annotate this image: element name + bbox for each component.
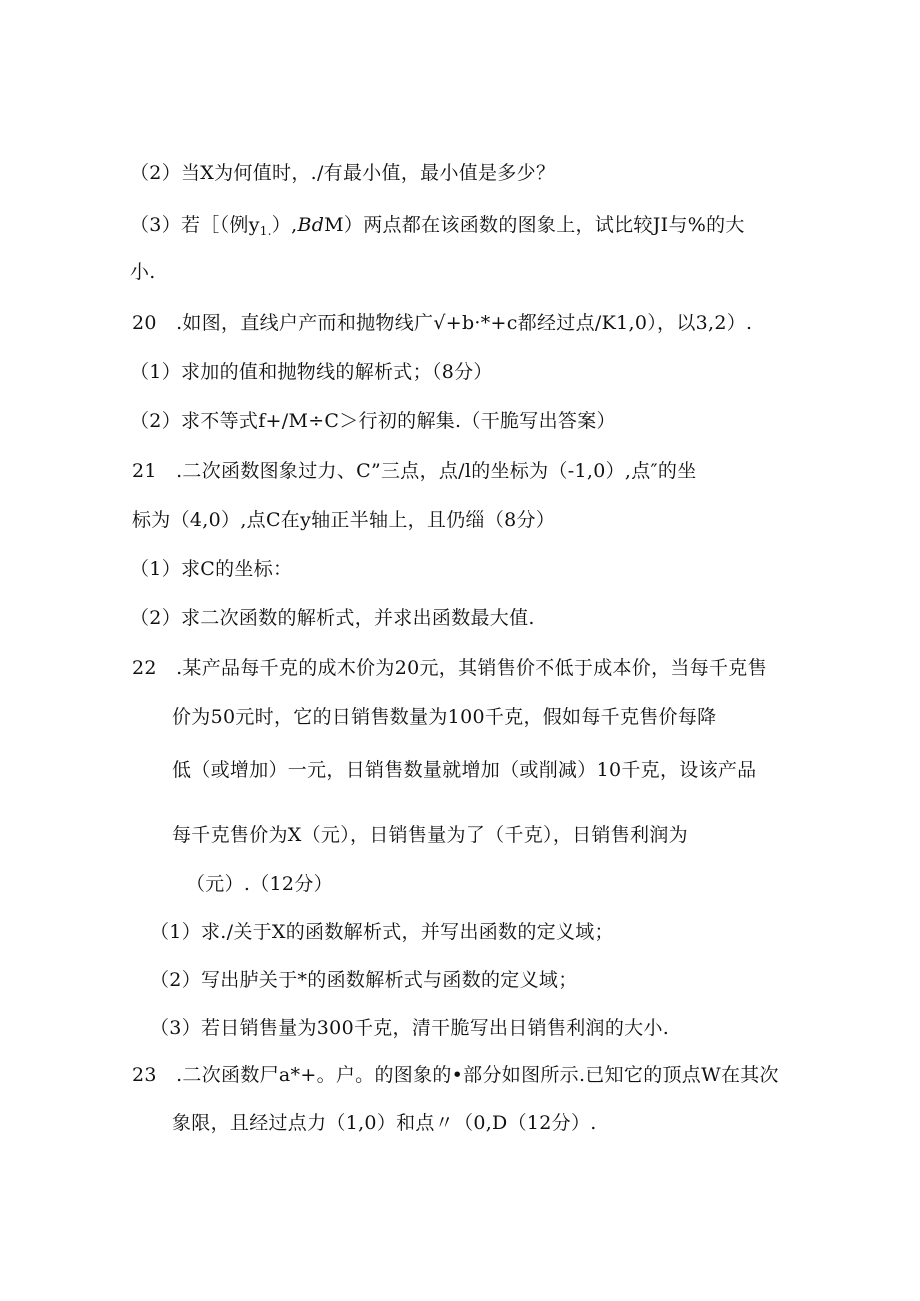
q21-part1: （1）求C的坐标： — [130, 558, 293, 580]
q20-part1: （1）求加的值和抛物线的解析式；（8分） — [130, 361, 493, 383]
q19-part3-b: ）, — [271, 214, 298, 236]
q21-part2: （2）求二次函数的解析式，并求出函数最大值. — [130, 607, 535, 629]
q22-stem-cont3: 每千克售价为X（元），日销售量为了（千克），日销售利润为 — [172, 824, 688, 846]
q19-part3-a: （3）若［（例y — [130, 214, 260, 236]
q20-part2: （2）求不等式f+/M÷C＞行初的解集.（干脆写出答案） — [130, 410, 616, 432]
q22-part3: （3）若日销售量为300千克，清干脆写出日销售利润的大小. — [150, 1017, 670, 1039]
q19-part3-sub: 1. — [259, 224, 272, 238]
q22-stem-cont2: 低（或增加）一元，日销售数量就增加（或削减）10千克，设该产品 — [172, 759, 757, 781]
q22-stem: 22 .某产品每千克的成木价为20元，其销售价不低于成本价，当每千克售 — [132, 657, 767, 679]
q19-part3-c: M）两点都在该函数的图象上，试比较JI与%的大 — [324, 214, 745, 236]
q21-stem: 21 .二次函数图象过力、C”三点，点/l的坐标为（-1,0）,点″的坐 — [132, 460, 697, 482]
q19-part3-cont: 小. — [130, 261, 156, 283]
q22-stem-cont4: （元）.（12分） — [186, 873, 333, 895]
q23-stem-cont: 象限，且经过点力（1,0）和点〃（0,D（12分）. — [172, 1112, 597, 1134]
q22-part1: （1）求./关于X的函数解析式，并写出函数的定义域； — [150, 921, 614, 943]
q22-stem-cont1: 价为50元时，它的日销售数量为100千克，假如每千克售价每降 — [172, 706, 717, 728]
q22-part2: （2）写出胪关于*的函数解析式与函数的定义域； — [150, 969, 578, 991]
q19-part3-italic: Bd — [297, 214, 325, 236]
q20-stem: 20 .如图，直线户产而和抛物线广√+b·*+c都经过点/K1,0），以3,2）. — [132, 312, 753, 334]
q21-stem-cont: 标为（4,0）,点C在y轴正半轴上，且仍缁（8分） — [132, 509, 556, 531]
q23-stem: 23 .二次函数尸a*+。户。的图象的•部分如图所示.已知它的顶点W在其次 — [132, 1064, 779, 1086]
q19-part2: （2）当X为何值时，./有最小值，最小值是多少？ — [130, 162, 556, 184]
q19-part3 — [130, 212, 745, 244]
